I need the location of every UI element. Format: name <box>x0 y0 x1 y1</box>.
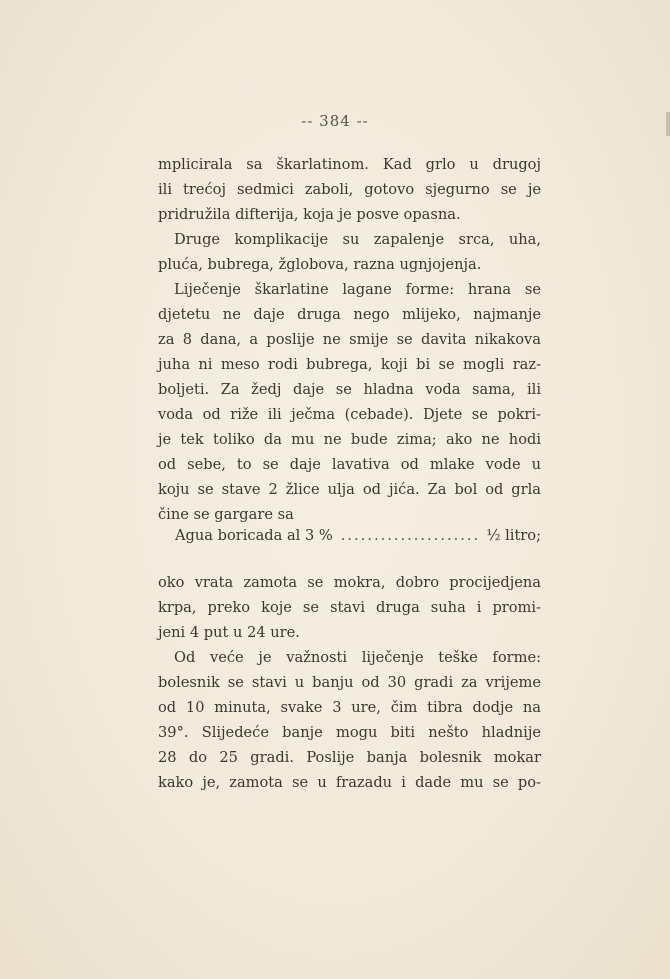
text-line: djetetu ne daje druga nego mlijeko, najmanje <box>158 306 541 323</box>
text-line: jeni 4 put u 24 ure. <box>158 624 300 641</box>
text-line: ili trećoj sedmici zaboli, gotovo sjegurno se je <box>158 181 541 198</box>
prescription-ingredient: Agua boricada al 3 % <box>175 527 333 544</box>
text-line: voda od riže ili ječma (cebade). Djete se pokri- <box>158 406 541 423</box>
text-line: boljeti. Za žedj daje se hladna voda sama, ili <box>158 381 541 398</box>
text-line: koju se stave 2 žlice ulja od jića. Za bol od grla <box>158 481 541 498</box>
text-line: juha ni meso rodi bubrega, koji bi se mogli raz- <box>158 356 541 373</box>
text-line: čine se gargare sa <box>158 506 294 523</box>
text-line: Liječenje škarlatine lagane forme: hrana se <box>174 281 541 298</box>
text-line: 28 do 25 gradi. Poslije banja bolesnik mokar <box>158 749 541 766</box>
text-line: pridružila difterija, koja je posve opasna. <box>158 206 461 223</box>
text-line: krpa, preko koje se stavi druga suha i promi- <box>158 599 541 616</box>
text-line: od sebe, to se daje lavativa od mlake vode u <box>158 456 541 473</box>
text-line: 39°. Slijedeće banje mogu biti nešto hladnije <box>158 724 541 741</box>
prescription-quantity: ½ litro; <box>486 527 541 544</box>
text-line: je tek toliko da mu ne bude zima; ako ne hodi <box>158 431 541 448</box>
text-line: od 10 minuta, svake 3 ure, čim tibra dodje na <box>158 699 541 716</box>
text-line: kako je, zamota se u frazadu i dade mu se po- <box>158 774 541 791</box>
text-line: Od veće je važnosti liječenje teške forme: <box>174 649 541 666</box>
text-line: pluća, bubrega, žglobova, razna ugnjojenja. <box>158 256 482 273</box>
leader-dots <box>341 526 481 546</box>
text-line: za 8 dana, a poslije ne smije se davita nikakova <box>158 331 541 348</box>
prescription-line <box>175 526 541 546</box>
text-line: oko vrata zamota se mokra, dobro procijedjena <box>158 574 541 591</box>
page-number: -- 384 -- <box>301 112 369 130</box>
text-line: mplicirala sa škarlatinom. Kad grlo u drugoj <box>158 156 541 173</box>
text-line: bolesnik se stavi u banju od 30 gradi za vrijeme <box>158 674 541 691</box>
text-line: Druge komplikacije su zapalenje srca, uha, <box>174 231 541 248</box>
